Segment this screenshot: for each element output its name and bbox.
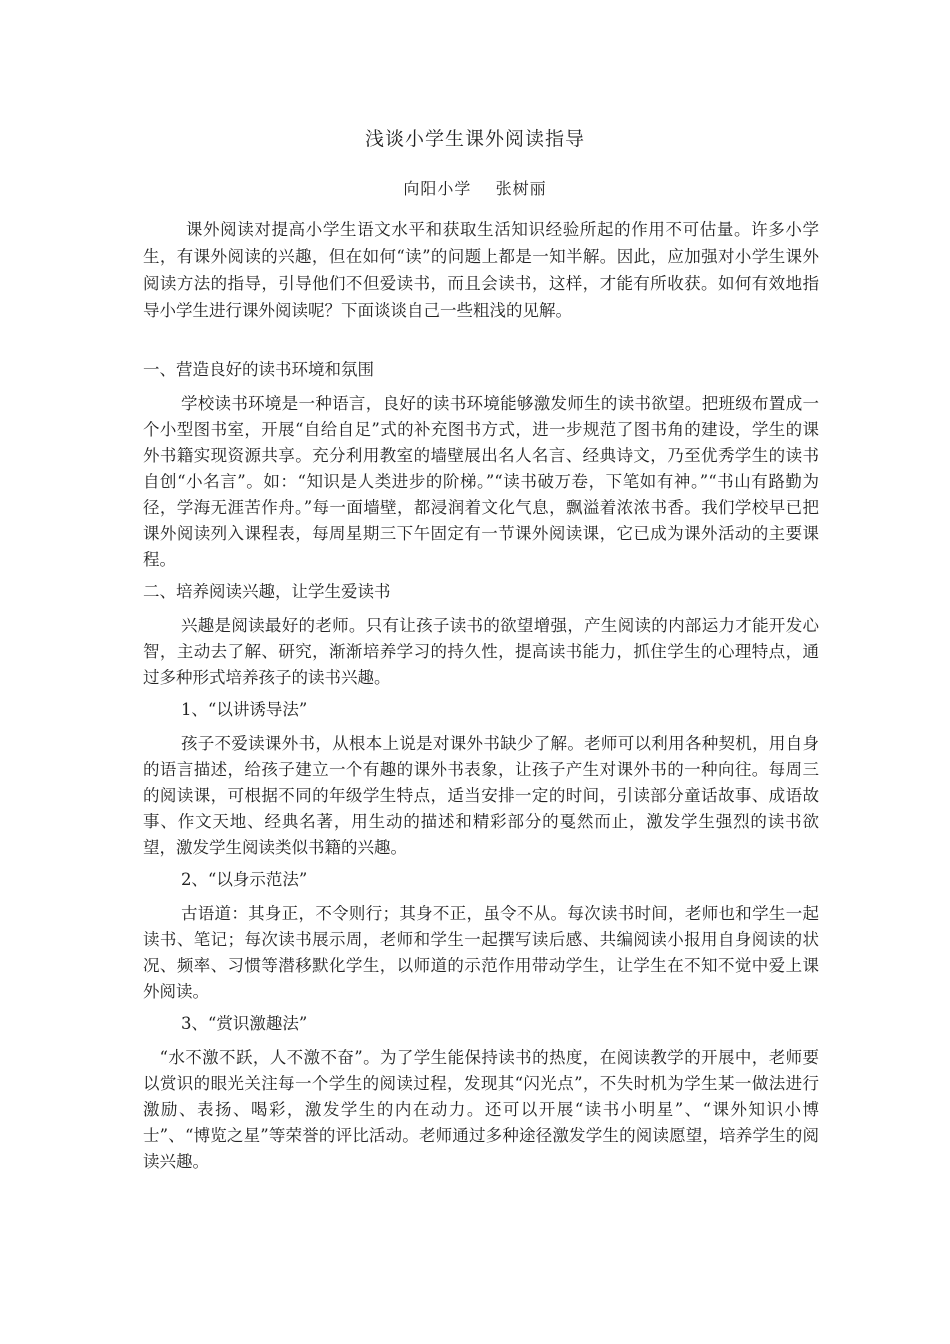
method-3-paragraph: “水不激不跃，人不激不奋”。为了学生能保持读书的热度，在阅读教学的开展中，老师要以赏识的眼光关注每一个学生的阅读过程，发现其“闪光点”，不失时机为学生某一做法进行激励、表扬、喝彩，激发学生的内在动力。还可以开展“读书小明星”、“课外知识小博士”、“博览之星”等荣誉的评比活动。老师通过多种途径激发学生的阅读愿望，培养学生的阅读兴趣。: [143, 1048, 819, 1171]
method-1-paragraph: 孩子不爱读课外书，从根本上说是对课外书缺少了解。老师可以利用各种契机，用自身的语言描述，给孩子建立一个有趣的课外书表象，让孩子产生对课外书的一种向往。每周三的阅读课，可根据不同的年级学生特点，适当安排一定的时间，引读部分童话故事、成语故事、作文天地、经典名著，用生动的描述和精彩部分的戛然而止，激发学生强烈的读书欲望，激发学生阅读类似书籍的兴趣。: [143, 734, 819, 857]
intro-paragraph: 课外阅读对提高小学生语文水平和获取生活知识经验所起的作用不可估量。许多小学生，有课外阅读的兴趣，但在如何“读”的问题上都是一知半解。因此，应加强对小学生课外阅读方法的指导，引导他们不但爱读书，而且会读书，这样，才能有所收获。如何有效地指导小学生进行课外阅读呢？下面谈谈自己一些粗浅的见解。: [143, 220, 819, 320]
section-2-heading: 二、培养阅读兴趣，让学生爱读书: [143, 582, 391, 601]
document-byline: 向阳小学 张树丽: [403, 179, 547, 198]
method-2-heading: 2、“以身示范法”: [180, 870, 308, 889]
section-2-paragraph: 兴趣是阅读最好的老师。只有让孩子读书的欲望增强，产生阅读的内部运力才能开发心智，主动去了解、研究，渐渐培养学习的持久性，提高读书能力，抓住学生的心理特点，通过多种形式培养孩子的读书兴趣。: [143, 616, 819, 687]
method-2-paragraph: 古语道：其身正，不令则行；其身不正，虽令不从。每次读书时间，老师也和学生一起读书、笔记；每次读书展示周，老师和学生一起撰写读后感、共编阅读小报用自身阅读的状况、频率、习惯等潜移默化学生，以师道的示范作用带动学生，让学生在不知不觉中爱上课外阅读。: [143, 904, 819, 1001]
method-1-heading: 1、“以讲诱导法”: [180, 700, 308, 719]
document-body: [143, 216, 819, 1181]
document-title: 浅谈小学生课外阅读指导: [364, 128, 585, 150]
method-3-heading: 3、“赏识激趣法”: [180, 1014, 308, 1033]
section-1-paragraph: 学校读书环境是一种语言，良好的读书环境能够激发师生的读书欲望。把班级布置成一个小型图书室，开展“自给自足”式的补充图书方式，进一步规范了图书角的建设，学生的课外书籍实现资源共享。充分利用教室的墙壁展出名人名言、经典诗文，乃至优秀学生的读书自创“小名言”。如：“知识是人类进步的阶梯。”“读书破万卷，下笔如有神。”“书山有路勤为径，学海无涯苦作舟。”每一面墙壁，都浸润着文化气息，飘溢着浓浓书香。我们学校早已把课外阅读列入课程表，每周星期三下午固定有一节课外阅读课，它已成为课外活动的主要课程。: [143, 394, 819, 569]
section-1-heading: 一、营造良好的读书环境和氛围: [143, 360, 374, 379]
